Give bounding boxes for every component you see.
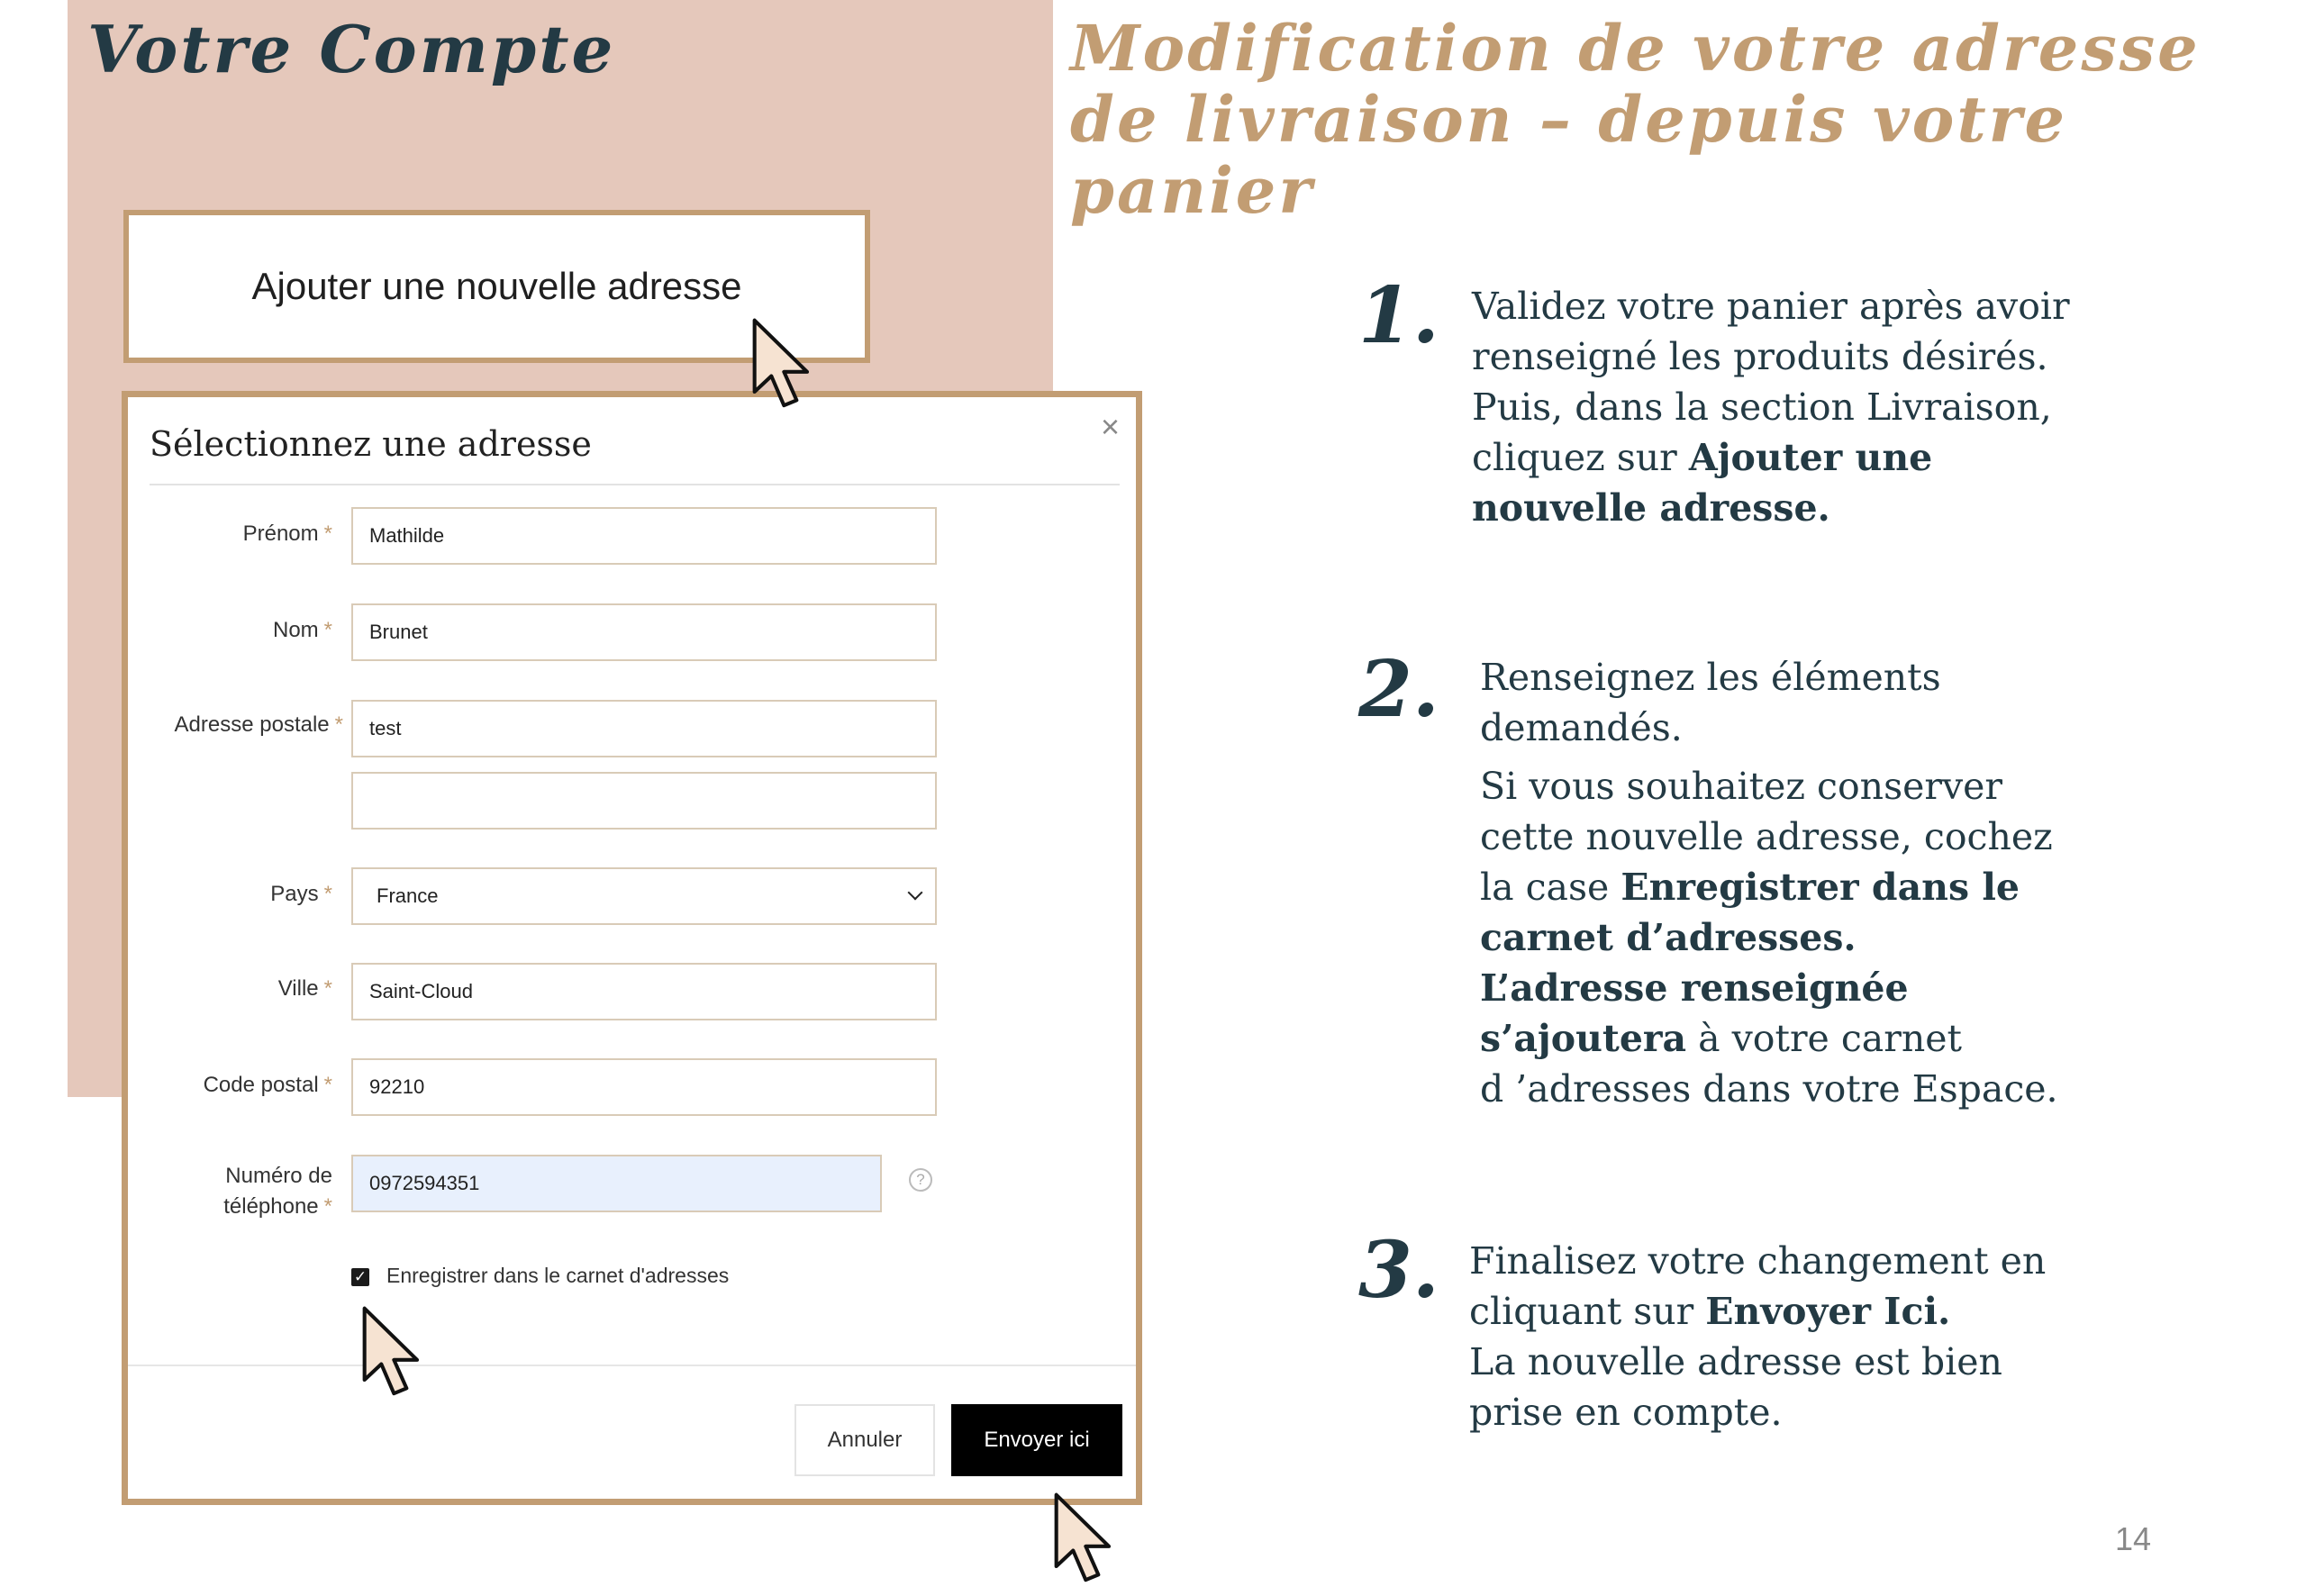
help-icon[interactable]: ?	[909, 1168, 932, 1192]
country-select[interactable]	[351, 867, 937, 925]
modal-divider	[150, 484, 1120, 485]
address-line1-input[interactable]	[351, 700, 937, 757]
country-select-value: France	[351, 867, 937, 925]
postal-code-input[interactable]	[351, 1058, 937, 1116]
country-label: Pays *	[270, 882, 332, 906]
modal-footer-divider	[128, 1365, 1136, 1366]
address-line2-input[interactable]	[351, 772, 937, 830]
arrow-cursor-icon	[1052, 1491, 1115, 1585]
postal-code-label: Code postal *	[203, 1073, 332, 1097]
last-name-input[interactable]	[351, 603, 937, 661]
city-label: Ville *	[277, 976, 332, 1001]
page-heading: Modification de votre adresse de livraison – depuis votre panier	[1070, 11, 2201, 228]
page-number: 14	[2115, 1520, 2152, 1557]
save-address-checkbox[interactable]: ✓	[351, 1268, 369, 1286]
modal-title: Sélectionnez une adresse	[150, 424, 592, 464]
phone-label: Numéro de téléphone *	[223, 1164, 332, 1219]
arrow-cursor-icon	[360, 1304, 423, 1399]
arrow-cursor-icon	[750, 316, 813, 411]
address-label: Adresse postale *	[174, 712, 343, 737]
add-new-address-button[interactable]: Ajouter une nouvelle adresse	[123, 210, 870, 363]
cancel-button[interactable]: Annuler	[794, 1404, 935, 1476]
phone-input[interactable]	[351, 1155, 882, 1212]
save-address-label[interactable]: Enregistrer dans le carnet d'adresses	[386, 1264, 730, 1287]
send-here-button[interactable]: Envoyer ici	[951, 1404, 1122, 1476]
first-name-label: Prénom *	[242, 521, 332, 546]
step-1-text: Validez votre panier après avoir renseigné les produits désirés. Puis, dans la section Livraison, cliquez sur Ajouter une nouvelle adresse.	[1472, 285, 2070, 530]
last-name-label: Nom *	[272, 618, 332, 642]
section-title: Votre Compte	[87, 11, 616, 87]
step-2-number: 2.	[1358, 644, 1439, 735]
first-name-input[interactable]	[351, 507, 937, 565]
close-icon[interactable]: ×	[1100, 408, 1120, 445]
city-input[interactable]	[351, 963, 937, 1020]
step-3-text: Finalisez votre changement en cliquant sur Envoyer Ici. La nouvelle adresse est bien prise en compte.	[1469, 1239, 2047, 1434]
step-3-number: 3.	[1358, 1225, 1439, 1316]
address-modal	[122, 391, 1142, 1505]
step-1-number: 1.	[1358, 270, 1439, 361]
